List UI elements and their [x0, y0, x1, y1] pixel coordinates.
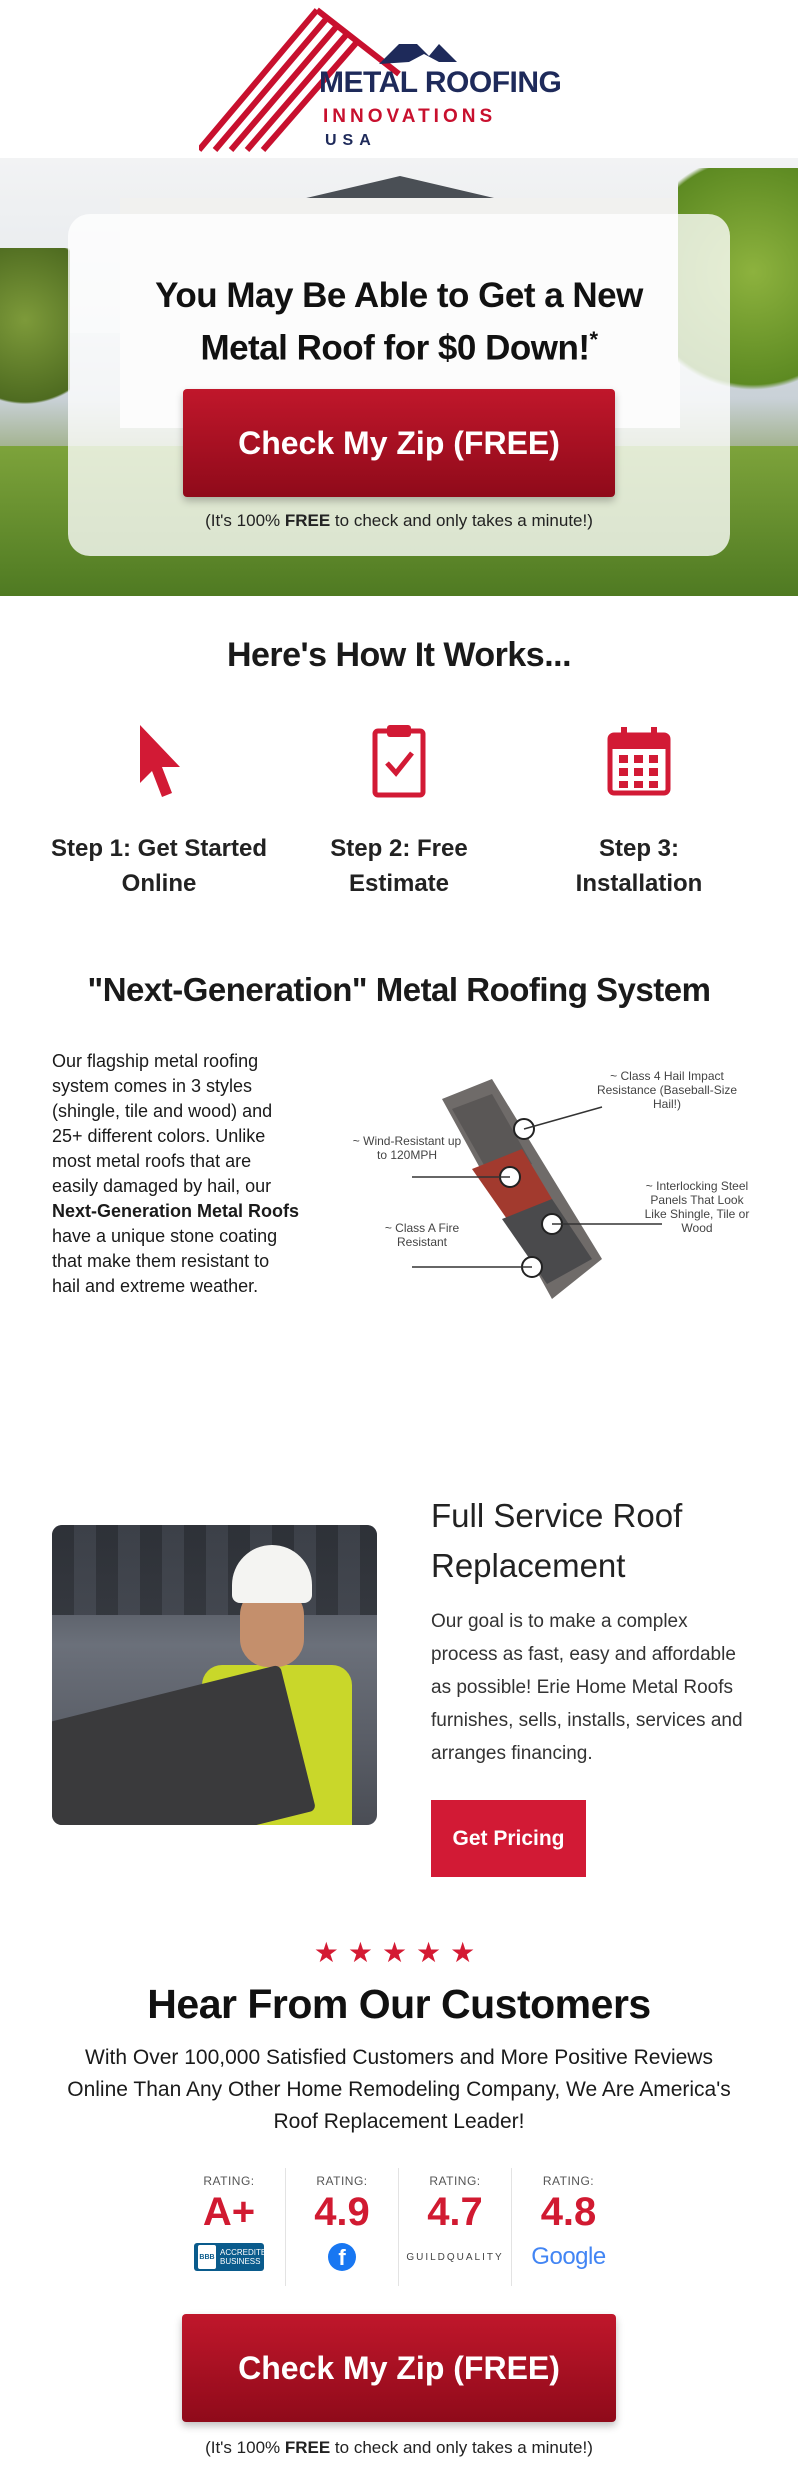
- rating-value: A+: [202, 2190, 256, 2234]
- hero-headline-line2: Metal Roof for $0 Down!: [200, 328, 590, 368]
- rating-google[interactable]: [512, 2168, 625, 2286]
- ratings-row: [0, 2168, 798, 2286]
- bbb-badge: [194, 2243, 273, 2271]
- reviews-subtitle: With Over 100,000 Satisfied Customers and More Positive Reviews Online Than Any Other Home Remodeling Company, We Are America's Roof Replacement Leader!: [67, 2046, 731, 2133]
- hero-headline-line1: You May Be Able to Get a New: [155, 276, 643, 315]
- bbb-seal: BBB: [198, 2245, 216, 2269]
- step-1-line1: Step 1: Get Started: [50, 835, 268, 862]
- rating-guildquality[interactable]: [399, 2168, 512, 2286]
- next-generation-title: "Next-Generation" Metal Roofing System: [87, 971, 711, 1008]
- step-1-line2: Online: [121, 870, 197, 897]
- roof-panel-diagram: [352, 1049, 752, 1319]
- ng-text-2: have a unique stone coating that make them resistant to hail and extreme weather.: [52, 1226, 278, 1296]
- callout-fire: ~ Class A Fire Resistant: [384, 1221, 460, 1249]
- brand-logo[interactable]: [199, 4, 599, 154]
- contractor-video[interactable]: [52, 1525, 377, 1825]
- bottom-cta: [0, 2314, 798, 2458]
- note-text-2: to check and only takes a minute!): [330, 2438, 593, 2457]
- reviews-section: [0, 1936, 798, 2458]
- google-text: Google: [531, 2243, 606, 2270]
- step-2-line2: Estimate: [348, 870, 450, 897]
- step-3-line1: Step 3:: [598, 835, 679, 862]
- step-2-label: [279, 831, 519, 901]
- full-service-title: Full Service Roof Replacement: [431, 1497, 683, 1584]
- google-logo-icon: [512, 2240, 625, 2274]
- step-1: [39, 713, 279, 901]
- steps-row: [39, 713, 759, 901]
- how-it-works-title: Here's How It Works...: [226, 636, 572, 674]
- rating-bbb[interactable]: [173, 2168, 286, 2286]
- hero-headline: [68, 274, 730, 371]
- ng-text-1: Our flagship metal roofing system comes in 3 styles (shingle, tile and wood) and 25+ different colors. Unlike most metal roofs that are easily damaged by hail, our: [52, 1051, 273, 1196]
- clipboard-check-icon: [279, 713, 519, 809]
- note-text-1: (It's 100%: [205, 510, 285, 530]
- rating-label: RATING:: [316, 2174, 368, 2188]
- full-service-content: [431, 1491, 751, 1936]
- guildquality-text: GUILDQUALITY: [406, 2251, 504, 2263]
- ng-text-bold: Next-Generation Metal Roofs: [52, 1201, 300, 1221]
- guildquality-logo-icon: [399, 2240, 511, 2274]
- step-3: [519, 713, 759, 901]
- rating-value: 4.9: [314, 2190, 370, 2234]
- hero-free-note: [68, 511, 730, 531]
- hero-section: [0, 158, 798, 596]
- step-1-label: [39, 831, 279, 901]
- check-zip-button[interactable]: Check My Zip (FREE): [183, 389, 615, 497]
- note-bold: FREE: [284, 510, 331, 530]
- video-roof-panel: [52, 1665, 316, 1825]
- hero-card: [68, 214, 730, 556]
- step-2-line1: Step 2: Free: [330, 835, 468, 862]
- callout-panels: ~ Interlocking Steel Panels That Look Like Shingle, Tile or Wood: [644, 1179, 750, 1235]
- logo-line-3: USA: [325, 132, 377, 149]
- note-text-1: (It's 100%: [205, 2438, 285, 2457]
- rating-value: 4.8: [540, 2190, 597, 2234]
- rating-label: RATING:: [203, 2174, 255, 2188]
- calendar-icon: [519, 713, 759, 809]
- bbb-text: ACCREDITED BUSINESS: [220, 2248, 273, 2266]
- logo-line-1: METAL ROOFING: [319, 66, 562, 99]
- rating-label: RATING:: [429, 2174, 481, 2188]
- step-3-label: [519, 831, 759, 901]
- logo-line-2: INNOVATIONS: [323, 106, 497, 127]
- video-ceiling: [52, 1525, 377, 1615]
- get-pricing-button[interactable]: Get Pricing: [431, 1800, 586, 1877]
- facebook-logo-icon: [286, 2240, 398, 2274]
- full-service-section: [0, 1471, 798, 1936]
- step-2: [279, 713, 519, 901]
- bbb-logo-icon: [173, 2240, 285, 2274]
- callout-wind: ~ Wind-Resistant up to 120MPH: [352, 1134, 462, 1162]
- step-3-line2: Installation: [575, 870, 703, 897]
- note-bold: FREE: [284, 2438, 331, 2457]
- reviews-title: Hear From Our Customers: [147, 1981, 651, 2027]
- facebook-icon: f: [328, 2243, 356, 2271]
- rating-label: RATING:: [542, 2174, 595, 2188]
- next-generation-text: [52, 1049, 302, 1319]
- bottom-free-note: [0, 2438, 798, 2458]
- site-header: [0, 0, 798, 158]
- rating-value: 4.7: [427, 2190, 483, 2234]
- full-service-text: Our goal is to make a complex process as fast, easy and affordable as possible! Erie Home Metal Roofs furnishes, sells, installs, services and arranges financing.: [431, 1611, 743, 1764]
- callout-hail: ~ Class 4 Hail Impact Resistance (Baseball-Size Hail!): [596, 1069, 738, 1111]
- next-generation-body: [52, 1049, 798, 1319]
- rating-facebook[interactable]: [286, 2168, 399, 2286]
- five-star-icon: ★★★★★: [313, 1936, 485, 1969]
- hero-asterisk: *: [589, 327, 598, 352]
- check-zip-button-bottom[interactable]: Check My Zip (FREE): [182, 2314, 616, 2422]
- note-text-2: to check and only takes a minute!): [330, 510, 593, 530]
- hero-tree-left: [0, 248, 70, 428]
- next-generation-section: [0, 971, 798, 1471]
- how-it-works-section: [0, 596, 798, 971]
- cursor-icon: [39, 713, 279, 809]
